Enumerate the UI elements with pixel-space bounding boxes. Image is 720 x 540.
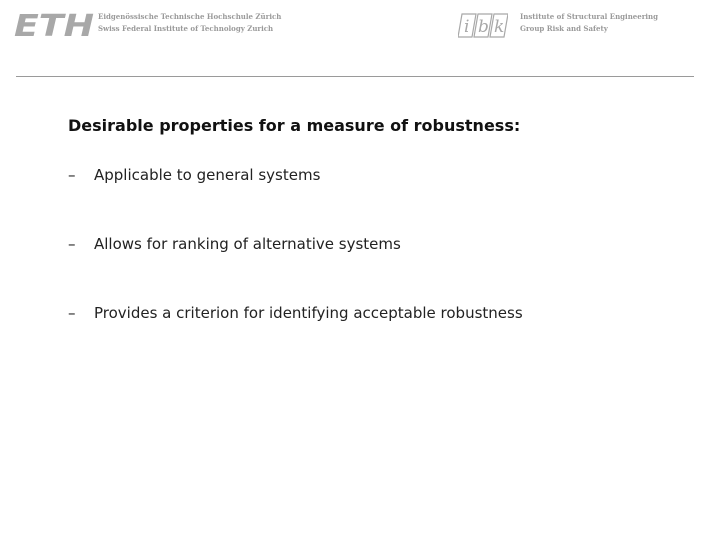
ibk-logo-letter-b: b [478, 17, 489, 37]
ibk-institution-line-2: Group Risk and Safety [520, 24, 608, 33]
bullet-item [68, 304, 523, 322]
eth-logo [14, 11, 96, 39]
slide-title: Desirable properties for a measure of robustness: [68, 116, 521, 135]
ibk-institution-line-1: Institute of Structural Engineering [520, 12, 659, 21]
eth-institution-line-german: Eidgenössische Technische Hochschule Zürich [98, 12, 282, 21]
bullet-marker: – [68, 304, 76, 322]
ibk-logo [458, 12, 508, 39]
bullet-marker: – [68, 166, 76, 184]
eth-logo-text: ETH [14, 11, 94, 39]
bullet-text: Allows for ranking of alternative systems [94, 235, 401, 253]
ibk-institution-text [520, 11, 658, 35]
ibk-logo-letter-i: i [464, 17, 470, 37]
bullet-item [68, 235, 401, 253]
bullet-text: Applicable to general systems [94, 166, 321, 184]
eth-institution-text [98, 11, 281, 35]
ibk-logo-letter-k: k [494, 17, 505, 37]
bullet-marker: – [68, 235, 76, 253]
bullet-text: Provides a criterion for identifying acceptable robustness [94, 304, 523, 322]
eth-institution-line-english: Swiss Federal Institute of Technology Zurich [98, 24, 274, 33]
bullet-item [68, 166, 320, 184]
header-divider [16, 76, 694, 77]
